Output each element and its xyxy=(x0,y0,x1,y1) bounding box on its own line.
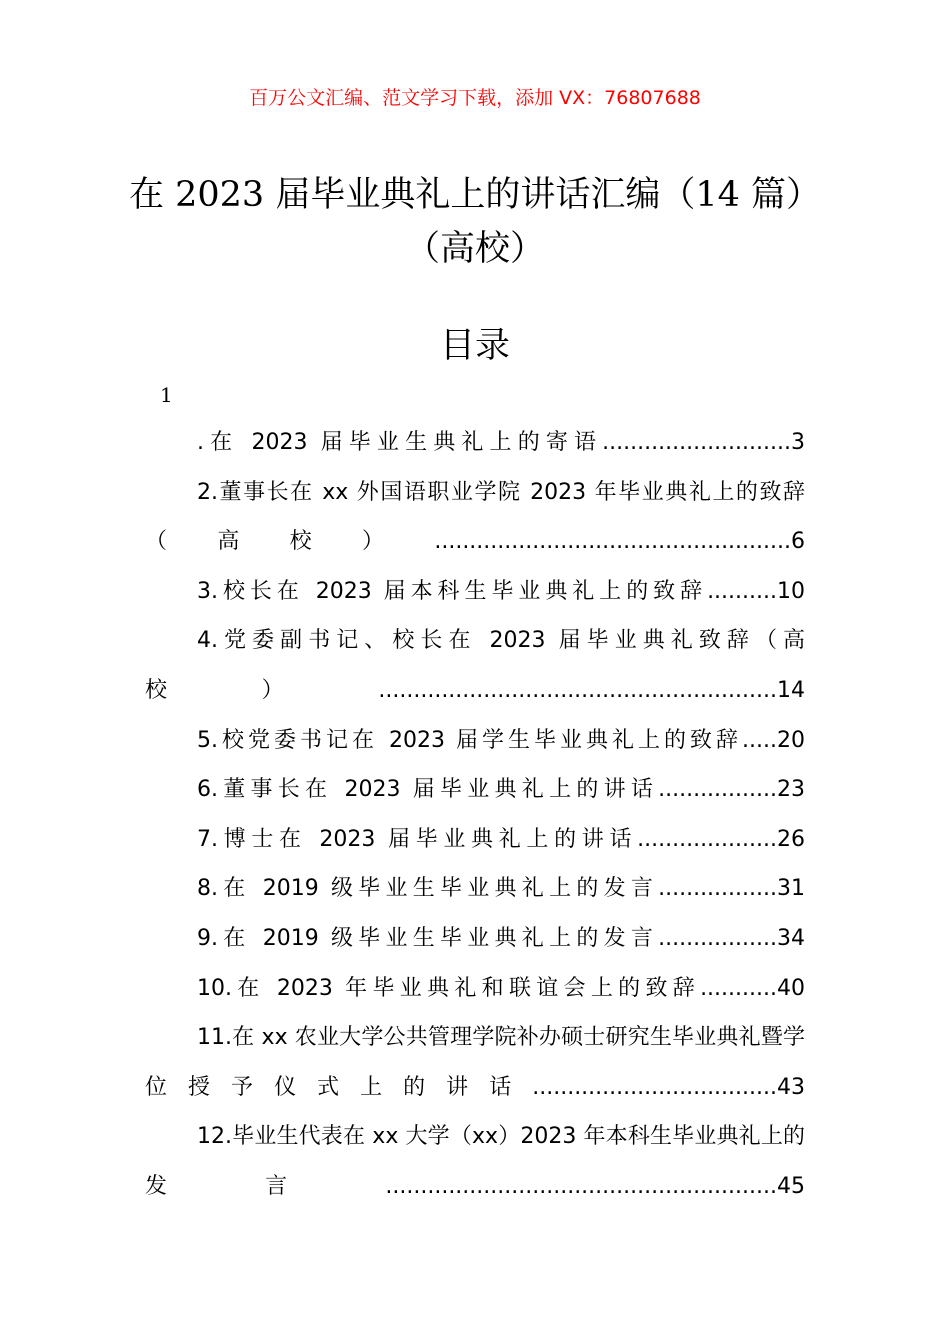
toc-entry-text: 4.党委副书记、校长在 2023 届毕业典礼致辞（高校） xyxy=(145,628,805,703)
toc-entry-text: 7.博士在 2023 届毕业典礼上的讲话 xyxy=(197,826,638,852)
toc-entry-dots: ................. xyxy=(658,925,777,951)
toc-entry-dots: ................. xyxy=(658,777,777,803)
toc-entry[interactable] xyxy=(145,716,805,766)
toc-entry-page: 3 xyxy=(791,430,805,455)
toc-entry-text: 3.校长在 2023 届本科生毕业典礼上的致辞 xyxy=(197,578,708,604)
toc-entry[interactable] xyxy=(145,616,805,715)
toc-entry-page: 20 xyxy=(777,727,805,753)
toc-entry-dots: ......................................................... xyxy=(378,677,777,703)
toc-entry-text: 12.毕业生代表在 xx 大学（xx）2023 年本科生毕业典礼上的发言 xyxy=(145,1124,805,1199)
toc-entry-dots: ........... xyxy=(700,975,777,1001)
toc-entry[interactable] xyxy=(145,964,805,1014)
toc-entry-text: .在 2023 届毕业生典礼上的寄语 xyxy=(197,430,603,455)
toc-entry-dots: ........................... xyxy=(602,430,791,455)
toc-entry[interactable] xyxy=(145,1112,805,1211)
toc-entry[interactable] xyxy=(145,567,805,617)
table-of-contents xyxy=(145,418,805,1212)
toc-entry[interactable] xyxy=(145,914,805,964)
toc-entry-page: 45 xyxy=(777,1173,805,1199)
toc-entry-dots: ................................................... xyxy=(434,529,791,555)
toc-entry[interactable] xyxy=(145,418,805,468)
toc-entry-text: 5.校党委书记在 2023 届学生毕业典礼上的致辞 xyxy=(197,727,743,753)
toc-entry-page: 31 xyxy=(777,876,805,902)
toc-entry[interactable] xyxy=(145,468,805,567)
toc-entry-page: 34 xyxy=(777,925,805,951)
toc-entry[interactable] xyxy=(145,1013,805,1112)
toc-entry-dots: ................. xyxy=(658,876,777,902)
toc-entry[interactable] xyxy=(145,815,805,865)
toc-entry-text: 9.在 2019 级毕业生毕业典礼上的发言 xyxy=(197,925,659,951)
document-title-line-1: 在 2023 届毕业典礼上的讲话汇编（14 篇） xyxy=(129,175,821,215)
toc-entry-page: 43 xyxy=(777,1074,805,1100)
toc-entry-text: 6.董事长在 2023 届毕业典礼上的讲话 xyxy=(197,777,659,803)
toc-entry-text: 8.在 2019 级毕业生毕业典礼上的发言 xyxy=(197,876,659,902)
toc-entry-dots: .......... xyxy=(707,578,777,604)
toc-entry-text: 10.在 2023 年毕业典礼和联谊会上的致辞 xyxy=(197,975,701,1001)
toc-entry-page: 40 xyxy=(777,975,805,1001)
toc-entry[interactable] xyxy=(145,864,805,914)
toc-entry-page: 14 xyxy=(777,677,805,703)
toc-entry-page: 23 xyxy=(777,777,805,803)
document-title xyxy=(100,168,850,276)
toc-entry-page: 26 xyxy=(777,826,805,852)
toc-entry-dots: ................................... xyxy=(532,1074,777,1100)
toc-entry-dots: ........................................................ xyxy=(385,1173,777,1199)
header-note: 百万公文汇编、范文学习下载，添加 VX：76807688 xyxy=(249,87,701,109)
toc-entry-page: 6 xyxy=(791,529,805,555)
stray-page-number: 1 xyxy=(160,383,173,407)
toc-entry-text: 2.董事长在 xx 外国语职业学院 2023 年毕业典礼上的致辞（高校） xyxy=(145,479,805,555)
toc-entry-page: 10 xyxy=(777,578,805,604)
toc-entry-text: 11.在 xx 农业大学公共管理学院补办硕士研究生毕业典礼暨学位授予仪式上的讲话 xyxy=(145,1025,805,1100)
toc-entry[interactable] xyxy=(145,765,805,815)
document-title-line-2: （高校） xyxy=(404,229,545,269)
toc-heading: 目录 xyxy=(439,326,510,366)
toc-entry-dots: ..... xyxy=(742,727,777,753)
toc-entry-dots: .................... xyxy=(637,826,777,852)
